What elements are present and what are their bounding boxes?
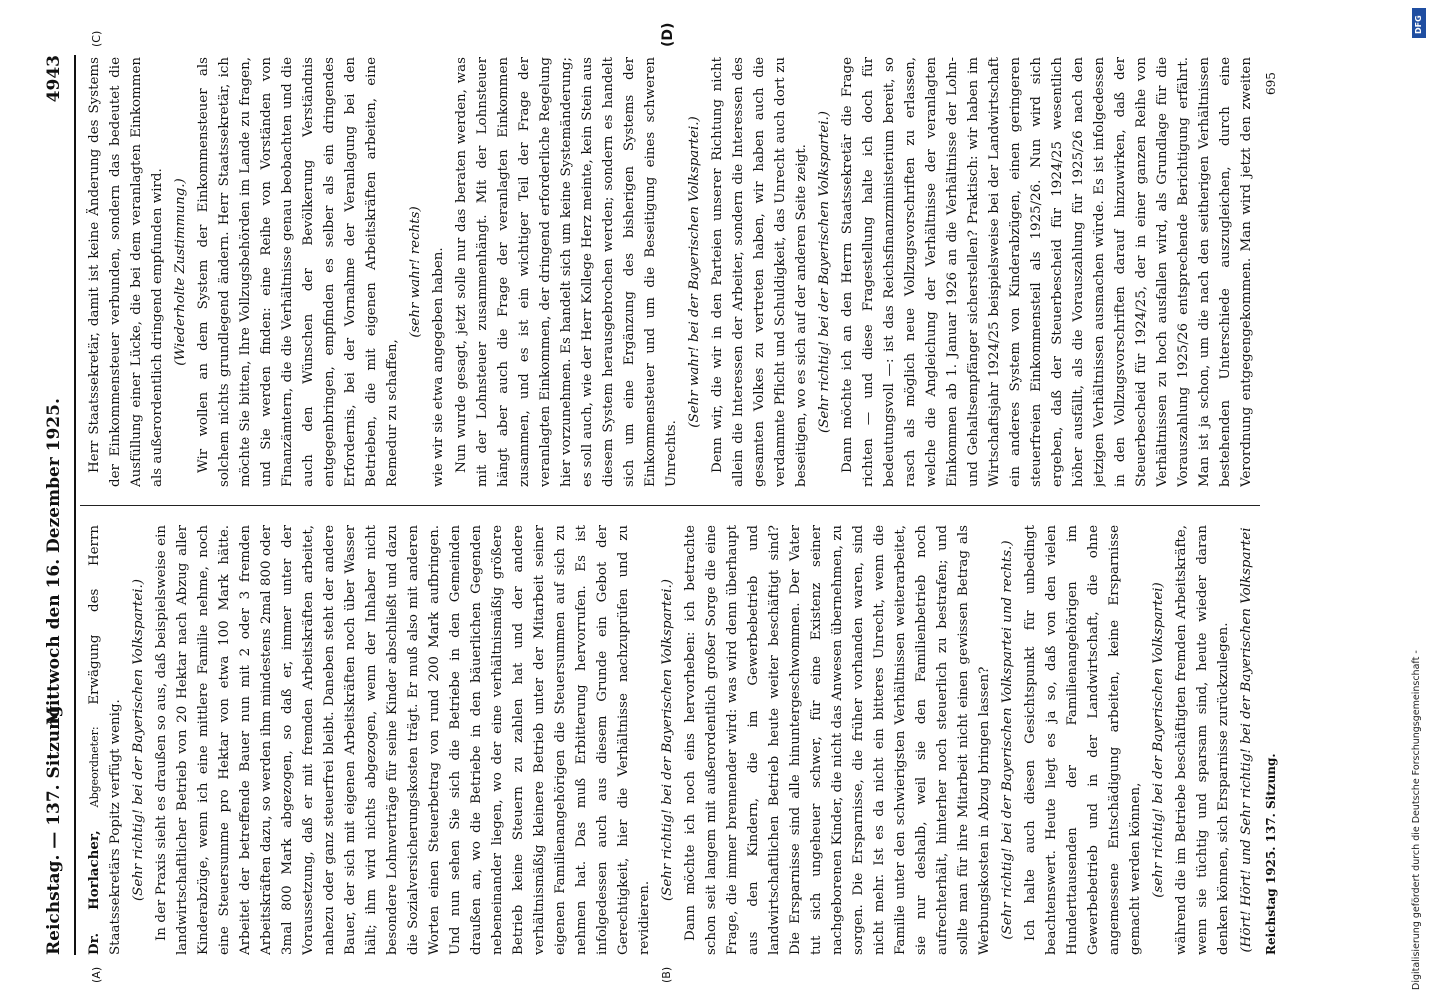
paragraph-text: Dann möchte ich noch eins hervorheben: ich betrachte schon seit langem mit außerordentlich großer Sorge die eine Frage, die immer brennender wird: was wird denn überhaupt aus den Kindern, die im Gewerbebetrieb und landwirtschaftlichen Betrieb heute weiter beschäftigt sind? Die Ersparnisse sind alle hinuntergeschwommen. Der Vater tut sich ungeheuer schwer, für eine Existenz seiner nachgeborenen Kinder, die nicht das Anwesen übernehmen, zu sorgen. Die Ersparnisse, die früher vorhanden waren, sind nicht mehr. Ist es da nicht ein bitteres Unrecht, wenn die Familie unter den schwierigsten Verhältnissen weiterarbeitet, sie nur deshalb, weil sie den Familienbetrieb noch aufrechterhält, hinterher noch steuerlich zu bestrafen; und sollte man für ihre Mitarbeit nicht einen gewissen Betrag als Werbungskosten in Abzug bringen lassen? bbox=[683, 525, 992, 955]
margin-marker-b: (B) bbox=[660, 966, 673, 983]
paragraph-text: Nun wurde gesagt, jetzt solle nur das beraten werden, was mit der Lohnsteuer zusammenhängt. Mit der Lohnsteuer hängt aber auch die Frage der veranlagten Einkommen zusammen, und es ist ein wichtiger Teil der Frage der veranlagten Einkommen, der dringend erforderliche Regelung hier vorzunehmen. Es handelt sich um keine Systemänderung; es soll auch, wie der Herr Kollege Herz meinte, kein Stein aus diesem System herausgebrochen werden; sondern es handelt sich um eine Ergänzung des bisherigen Systems der Einkommensteuer und um die Beseitigung eines schweren Unrechts. bbox=[454, 57, 679, 487]
header-rule bbox=[74, 55, 76, 955]
left-column bbox=[84, 525, 1254, 955]
paragraph bbox=[193, 57, 403, 487]
interjection: (Sehr richtig! bei der Bayerischen Volkspartei.) bbox=[817, 110, 832, 434]
interjection: (Sehr richtig! bei der Bayerischen Volkspartei.) bbox=[660, 578, 675, 902]
paragraph bbox=[707, 57, 812, 487]
dfg-logo-icon bbox=[1412, 8, 1426, 38]
paragraph-text: Ich halte auch diesen Gesichtspunkt für unbedingt beachtenswert. Heute liegt es ja so, daß von den vielen Hunderttausenden der Familienangehörigen im Gewerbebetrieb und in der Landwirtschaft, die ohne angemessene Entschädigung arbeiten, keine Ersparnisse gemacht werden können, bbox=[1023, 525, 1143, 955]
paragraph: während die im Betriebe beschäftigten fremden Arbeitskräfte, wenn sie tüchtig und sparsam sind, heute wieder daran denken können, sich Ersparnisse zurückzulegen. bbox=[1174, 525, 1231, 955]
paragraph bbox=[151, 525, 655, 955]
paragraph-text: Herr Staatssekretär, damit ist keine Änderung des Systems der Einkommensteuer verbunden, sondern das bedeutet die Ausfüllung einer Lücke, die bei dem veranlagten Einkommen als außerordentlich dringend empfunden wird. bbox=[87, 57, 165, 487]
paragraph bbox=[451, 57, 682, 487]
dfg-badge-label: DFG bbox=[1414, 15, 1423, 34]
paragraph-text: Dann möchte ich an den Herrn Staatssekretär die Frage richten — und diese Fragestellung halte ich doch für bedeutungsvoll —: ist das Reichsfinanzministerium bereit, so rasch als möglich neue Vollzugsvorschriften zu erlassen, welche die Angleichung der Verhältnisse der veranlagten Einkommen ab 1. Januar 1926 an die Verhältnisse der Lohn- und Gehaltsempfänger sicherstellen? Praktisch: wir haben im Wirtschaftsjahr 1924/25 beispielsweise bei der Landwirtschaft ein anderes System von Kinderabzügen, einen geringeren steuerfreien Einkommensteil als 1925/26. Nun wird sich ergeben, daß der Steuerbescheid für 1924/25 wesentlich höher ausfällt, als die Vorauszahlung für 1925/26 nach den jetzigen Verhältnissen ausmachen würde. Es ist infolgedessen in den Vollzugsvorschriften darauf hinzuwirken, daß der Steuerbescheid für 1924/25, der in einer ganzen Reihe von Verhältnissen zu hoch ausfallen wird, als Grundlage für die Vorauszahlung 1925/26 entsprechende Berichtigung erfährt. Man ist ja schon, um die nach den seitherigen Verhältnissen bestehenden Unterschiede auszugleichen, durch eine Verordnung entgegengekommen. Man wird jetzt den zweiten bbox=[840, 57, 1254, 487]
margin-marker-d: (D) bbox=[660, 22, 676, 47]
right-column bbox=[84, 57, 1254, 487]
interjection: (Sehr richtig! bei der Bayerischen Volkspartei.) bbox=[131, 578, 146, 902]
paragraph bbox=[837, 57, 1254, 487]
interjection: (sehr richtig! bei der Bayerischen Volkspartei) bbox=[1151, 582, 1166, 898]
page-footer bbox=[1260, 55, 1300, 955]
page-number: 4943 bbox=[44, 55, 64, 103]
margin-marker-a: (A) bbox=[90, 966, 103, 983]
paragraph bbox=[1020, 525, 1146, 955]
paragraph-text: Erwägung des Herrn Staatssekretärs Popitz verfügt wenig. bbox=[87, 525, 123, 955]
header-left: Reichstag. — 137. Sitzung. bbox=[44, 699, 64, 955]
speaker-name: Dr. Horlacher, bbox=[86, 807, 102, 955]
paragraph-text: Denn wir, die wir in den Parteien unserer Richtung nicht allein die Interessen der Arbeiter, sondern die Interessen des gesamten Volkes zu vertreten haben, wir haben auch die verdammte Pflicht und Schuldigkeit, das Unrecht auch dort zu beseitigen, wo es sich auf der anderen Seite zeigt. bbox=[710, 57, 809, 487]
paragraph bbox=[84, 57, 168, 487]
interjection: (Sehr wahr! bei der Bayerischen Volkspartei.) bbox=[687, 116, 702, 428]
paragraph bbox=[680, 525, 995, 955]
footer-left: Reichstag 1925. 137. Sitzung. bbox=[1264, 753, 1278, 955]
interjection: (Hört! Hört! und Sehr richtig! bei der Bayerischen Volkspartei bbox=[1239, 527, 1254, 953]
margin-marker-c: (C) bbox=[90, 30, 103, 47]
page-header bbox=[38, 55, 78, 955]
footer-page: 695 bbox=[1264, 72, 1278, 95]
header-date: Mittwoch den 16. Dezember 1925. bbox=[44, 398, 64, 725]
dfg-credit-text: Digitalisierung gefördert durch die Deutsche Forschungsgemeinschaft - bbox=[1411, 650, 1422, 990]
paragraph: wie wir sie etwa angegeben haben. bbox=[431, 247, 446, 487]
paragraph-text: In der Praxis sieht es draußen so aus, daß beispielsweise ein landwirtschaftlicher Betrieb von 20 Hektar nach Abzug aller Kinderabzüge, wenn ich eine mittlere Familie nehme, noch eine Steuersumme pro Hektar von etwa 100 Mark hätte. Arbeitet der betreffende Bauer nun mit 2 oder 3 fremden Arbeitskräften dazu, so werden ihm mindestens 2mal 800 oder 3mal 800 Mark abgezogen, so daß er, immer unter der Voraussetzung, daß er mit fremden Arbeitskräften arbeitet, nahezu oder ganz steuerfrei bleibt. Daneben steht der andere Bauer, der sich mit eigenen Arbeitskräften noch über Wasser hält; ihm wird nichts abgezogen, wenn der Inhaber nicht besondere Lohnverträge für seine Kinder abschließt und dazu die Sozialversicherungskosten trägt. Er muß also mit anderen Worten einen Steuerbetrag von rund 200 Mark aufbringen. Und nun sehen Sie sich die Betriebe in den Gemeinden draußen an, wo die Betriebe in den bäuerlichen Gegenden nebeneinander liegen, wo der eine verhältnismäßig größere Betrieb keine Steuern zu zahlen hat und der andere verhältnismäßig kleinere Betrieb unter der Mitarbeit seiner eigenen Familienangehörigen die Steuersummen auf sich zu nehmen hat. Das muß Erbitterung hervorrufen. Es ist infolgedessen auch aus diesem Grunde ein Gebot der Gerechtigkeit, hier die Verhältnisse nachzuprüfen und zu revidieren. bbox=[154, 525, 652, 955]
interjection: (sehr wahr! rechts) bbox=[408, 206, 423, 338]
interjection: (Sehr richtig! bei der Bayerischen Volkspartei und rechts.) bbox=[1000, 540, 1015, 940]
interjection: (Wiederholte Zustimmung.) bbox=[173, 178, 188, 366]
dfg-sidebar bbox=[1405, 0, 1434, 1000]
paragraph bbox=[84, 525, 126, 955]
paragraph-text: Wir wollen an dem System der Einkommensteuer als solchem nichts grundlegend ändern. Herr Staatssekretär, ich möchte Sie bitten, Ihre Vollzugsbehörden im Lande zu fragen, und Sie werden finden: eine Reihe von Vorständen von Finanzämtern, die die Verhältnisse genau beobachten und die auch den Wünschen der Bevölkerung Verständnis entgegenbringen, empfinden es selber als ein dringendes Erfordernis, bei der Vornahme der Veranlagung bei den Betrieben, die mit eigenen Arbeitskräften arbeiten, eine Remedur zu schaffen, bbox=[196, 57, 400, 487]
rotated-page bbox=[20, 22, 1310, 983]
column-divider bbox=[80, 505, 1260, 506]
speaker-role: Abgeordneter: bbox=[88, 704, 101, 808]
